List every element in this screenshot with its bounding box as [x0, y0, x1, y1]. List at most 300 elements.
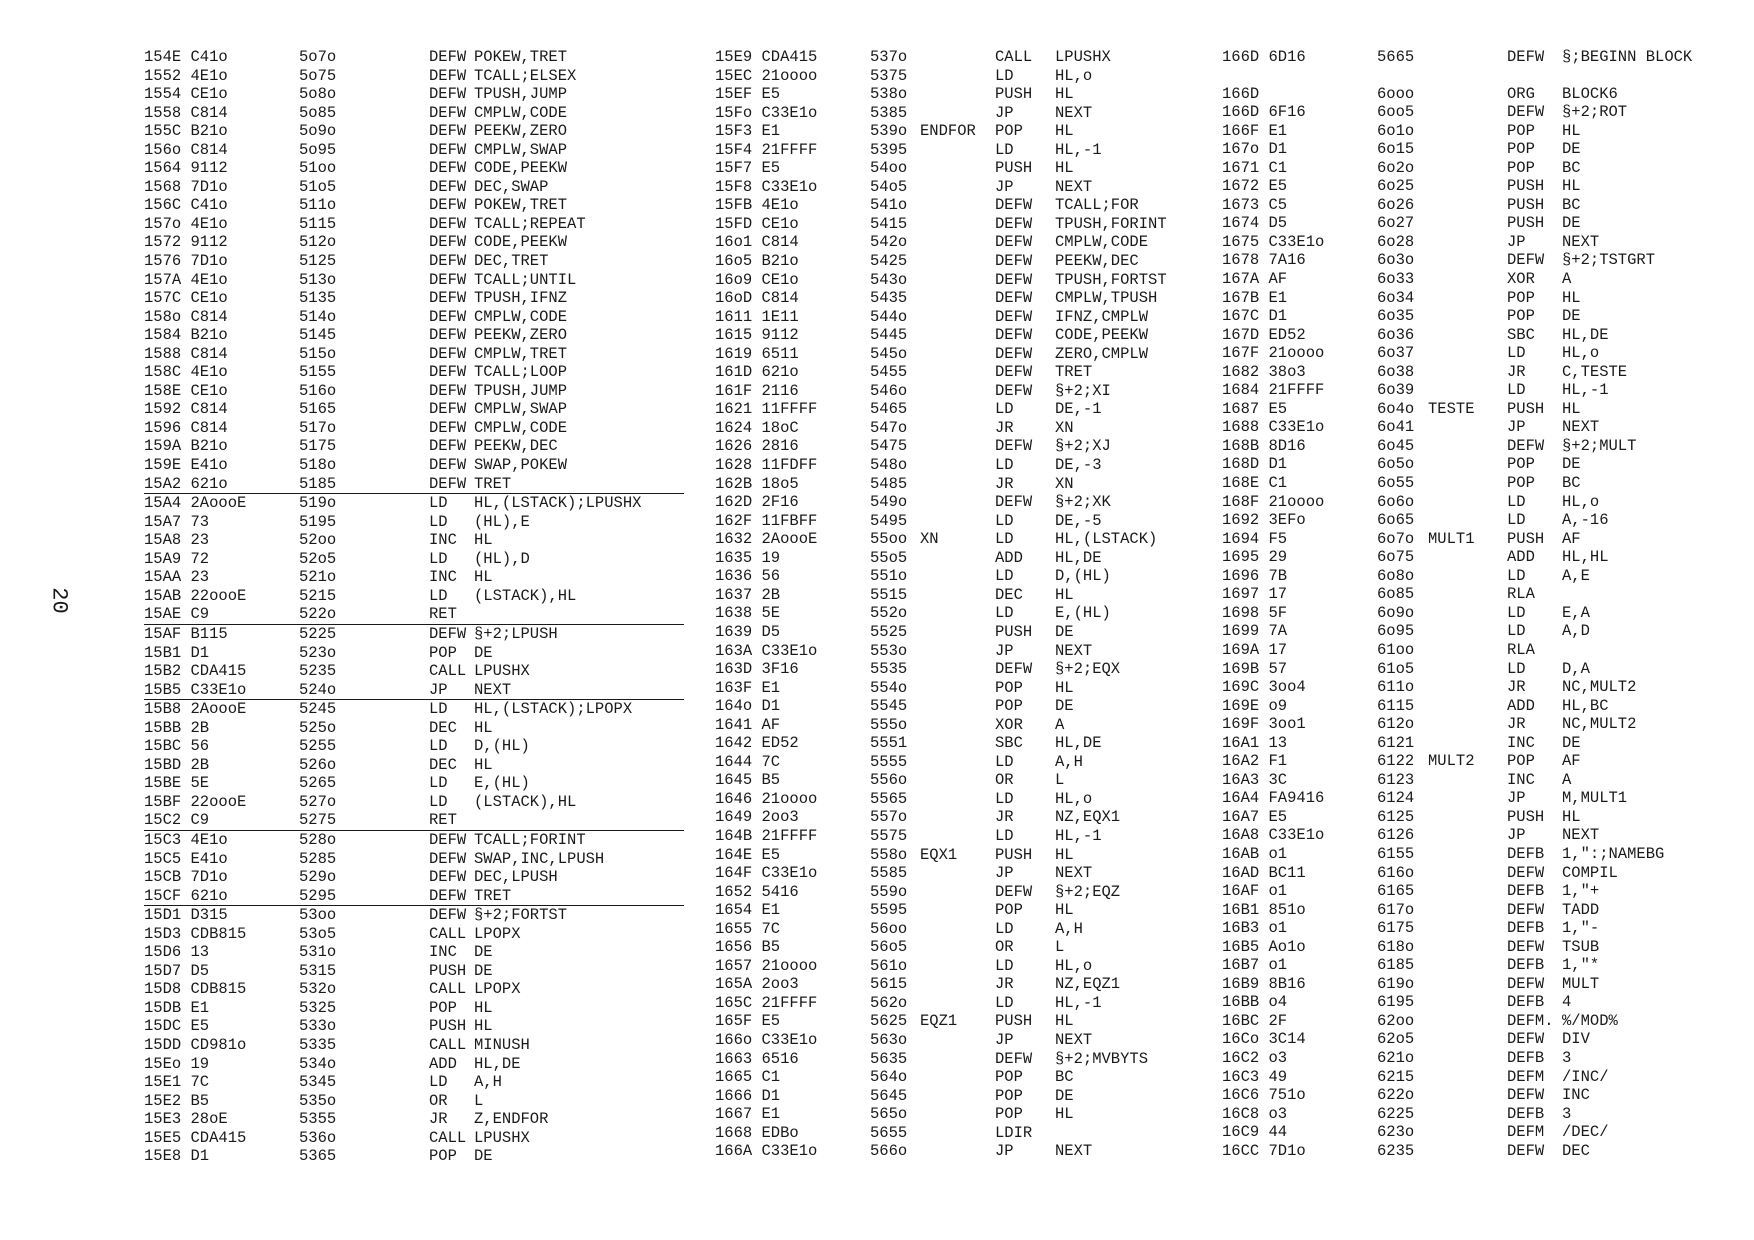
listing-row [144, 925, 684, 944]
listing-row [715, 549, 1205, 568]
line-number: 6126 [1377, 826, 1415, 845]
address: 16o1 C814 [715, 233, 799, 252]
line-number: 6o35 [1377, 307, 1415, 326]
listing-row [1222, 771, 1742, 790]
listing-row [1222, 1123, 1742, 1142]
line-number: 534o [299, 1054, 337, 1073]
line-number: 562o [870, 993, 908, 1012]
operand: DE [1055, 697, 1074, 716]
address: 166D 6D16 [1222, 48, 1306, 66]
operand: NC,MULT2 [1562, 678, 1637, 697]
listing-row [1222, 196, 1742, 215]
opcode: LD [995, 752, 1014, 771]
line-number: 6o55 [1377, 474, 1415, 493]
opcode: DEFM. [1507, 1011, 1554, 1030]
listing-row [715, 67, 1205, 86]
listing-row [144, 681, 684, 701]
line-number: 5o7o [299, 48, 337, 66]
opcode: LD [995, 66, 1014, 85]
operand: /INC/ [1562, 1067, 1609, 1086]
line-number: 561o [870, 956, 908, 975]
address: 16BB o4 [1222, 993, 1288, 1012]
line-number: 558o [870, 845, 908, 864]
opcode: DEFW [429, 233, 467, 252]
listing-row [144, 345, 684, 364]
listing-row [144, 513, 684, 532]
line-number: 525o [299, 718, 337, 737]
address: 165C 21FFFF [715, 993, 818, 1012]
address: 15F4 21FFFF [715, 140, 818, 159]
address: 16AF o1 [1222, 882, 1288, 901]
operand: HL,DE [1562, 325, 1609, 344]
address: 15E8 D1 [144, 1147, 210, 1166]
line-number: 5165 [299, 400, 337, 419]
listing-row [144, 159, 684, 178]
operand: D,(HL) [1055, 567, 1111, 586]
listing-row [715, 475, 1205, 494]
address: 1641 AF [715, 715, 781, 734]
address: 16o5 B21o [715, 252, 799, 271]
address: 169F 3oo1 [1222, 715, 1306, 734]
line-number: 6ooo [1377, 84, 1415, 103]
listing-row [715, 864, 1205, 883]
line-number: 6o36 [1377, 325, 1415, 344]
address: 15D3 CDB815 [144, 924, 247, 943]
opcode: LD [995, 456, 1014, 475]
line-number: 557o [870, 808, 908, 827]
listing-row [144, 419, 684, 438]
line-number: 523o [299, 643, 337, 662]
address: 164F C33E1o [715, 864, 818, 883]
listing-row [144, 289, 684, 308]
listing-row [1222, 344, 1742, 363]
listing-row [1222, 1012, 1742, 1031]
label: EQZ1 [920, 1012, 958, 1031]
address: 15C5 E41o [144, 849, 228, 868]
opcode: LD [429, 792, 448, 811]
address: 161D 621o [715, 363, 799, 382]
listing-row [1222, 530, 1742, 549]
line-number: 619o [1377, 974, 1415, 993]
operand: TPUSH,JUMP [474, 381, 568, 400]
line-number: 6o5o [1377, 455, 1415, 474]
opcode: PUSH [1507, 195, 1545, 214]
address: 1687 E5 [1222, 399, 1288, 418]
listing-row [1222, 585, 1742, 604]
line-number: 6o28 [1377, 232, 1415, 251]
address: 1576 7D1o [144, 252, 228, 271]
listing-row [715, 753, 1205, 772]
opcode: INC [429, 531, 457, 550]
opcode: PUSH [429, 1017, 467, 1036]
listing-row [1222, 214, 1742, 233]
listing-row [715, 252, 1205, 271]
operand: A [1562, 770, 1572, 789]
address: 168D D1 [1222, 455, 1288, 474]
address: 1646 21oooo [715, 789, 818, 808]
listing-row [1222, 122, 1742, 141]
opcode: PUSH [995, 845, 1033, 864]
opcode: JP [995, 177, 1014, 196]
address: 15DB E1 [144, 998, 210, 1017]
operand: A [1055, 715, 1065, 734]
operand: DE [1562, 733, 1581, 752]
listing-row [144, 737, 684, 756]
opcode: PUSH [995, 159, 1033, 178]
line-number: 529o [299, 868, 337, 887]
operand: DIV [1562, 1030, 1590, 1049]
address: 15DC E5 [144, 1017, 210, 1036]
address: 1645 B5 [715, 771, 781, 790]
address: 16AB o1 [1222, 844, 1288, 863]
line-number: 6o1o [1377, 121, 1415, 140]
line-number: 543o [870, 270, 908, 289]
listing-row [715, 790, 1205, 809]
opcode: POP [995, 697, 1023, 716]
line-number: 622o [1377, 1086, 1415, 1105]
listing-column-2 [715, 48, 1205, 1161]
address: 15E3 28oE [144, 1110, 228, 1129]
line-number: 537o [870, 48, 908, 66]
listing-row [715, 604, 1205, 623]
listing-row [1222, 326, 1742, 345]
operand: POKEW,TRET [474, 196, 568, 215]
opcode: POP [995, 901, 1023, 920]
opcode: CALL [429, 662, 467, 681]
listing-row [715, 1012, 1205, 1031]
address: 16o9 CE1o [715, 270, 799, 289]
address: 158E CE1o [144, 381, 228, 400]
address: 15B8 2AoooE [144, 700, 247, 719]
opcode: DEFW [1507, 937, 1545, 956]
address: 1615 9112 [715, 326, 799, 345]
address: 15C2 C9 [144, 811, 210, 830]
address: 169B 57 [1222, 659, 1288, 678]
opcode: ADD [429, 1054, 457, 1073]
address: 163F E1 [715, 678, 781, 697]
opcode: PUSH [995, 622, 1033, 641]
opcode: DEFW [995, 1049, 1033, 1068]
operand: IFNZ,CMPLW [1055, 307, 1149, 326]
listing-row [1222, 455, 1742, 474]
operand: HL,DE [1055, 548, 1102, 567]
label: EQX1 [920, 845, 958, 864]
operand: DE [1562, 307, 1581, 326]
line-number: 6o7o [1377, 529, 1415, 548]
listing-row [144, 326, 684, 345]
operand: BLOCK6 [1562, 84, 1618, 103]
opcode: DEFW [995, 882, 1033, 901]
address: 1673 C5 [1222, 195, 1288, 214]
address: 168F 21oooo [1222, 492, 1325, 511]
line-number: 56oo [870, 919, 908, 938]
listing-row [715, 920, 1205, 939]
address: 15E1 7C [144, 1073, 210, 1092]
operand: §;BEGINN BLOCK [1562, 48, 1693, 66]
listing-row [715, 679, 1205, 698]
operand: TPUSH,JUMP [474, 85, 568, 104]
operand: %/MOD% [1562, 1011, 1618, 1030]
address: 1636 56 [715, 567, 781, 586]
address: 161F 2116 [715, 381, 799, 400]
opcode: JP [995, 641, 1014, 660]
address: 16oD C814 [715, 289, 799, 308]
operand: AF [1562, 529, 1581, 548]
listing-row [144, 831, 684, 850]
operand: NZ,EQZ1 [1055, 975, 1121, 994]
listing-row [715, 271, 1205, 290]
opcode: POP [995, 1068, 1023, 1087]
operand: LPOPX [474, 980, 521, 999]
address: 1694 F5 [1222, 529, 1288, 548]
address: 167C D1 [1222, 307, 1288, 326]
listing-row [1222, 381, 1742, 400]
operand: DE,-3 [1055, 456, 1102, 475]
listing-row [715, 716, 1205, 735]
opcode: CALL [995, 48, 1033, 66]
operand: HL [474, 755, 493, 774]
opcode: PUSH [1507, 214, 1545, 233]
listing-row [1222, 493, 1742, 512]
operand: A [1562, 270, 1572, 289]
listing-row [144, 456, 684, 475]
operand: HL,o [1055, 956, 1093, 975]
opcode: SBC [1507, 325, 1535, 344]
opcode: PUSH [1507, 807, 1545, 826]
opcode: DEFB [1507, 1048, 1545, 1067]
operand: D,(HL) [474, 737, 530, 756]
listing-row [1222, 808, 1742, 827]
operand: HL,-1 [1055, 140, 1102, 159]
address: 15D1 D315 [144, 906, 228, 925]
line-number: 524o [299, 680, 337, 699]
address: 164B 21FFFF [715, 826, 818, 845]
listing-row [144, 382, 684, 401]
listing-row [1222, 233, 1742, 252]
opcode: LD [1507, 622, 1526, 641]
operand: §+2;MVBYTS [1055, 1049, 1149, 1068]
operand: TSUB [1562, 937, 1600, 956]
listing-row [144, 550, 684, 569]
line-number: 6o75 [1377, 548, 1415, 567]
line-number: 6o9o [1377, 603, 1415, 622]
opcode: JP [1507, 826, 1526, 845]
opcode: POP [995, 678, 1023, 697]
opcode: DEFW [429, 437, 467, 456]
line-number: 6225 [1377, 1104, 1415, 1123]
opcode: DEFW [995, 252, 1033, 271]
operand: NEXT [1562, 826, 1600, 845]
address: 166F E1 [1222, 121, 1288, 140]
line-number: 5551 [870, 734, 908, 753]
opcode: INC [429, 943, 457, 962]
line-number: 6o26 [1377, 195, 1415, 214]
address: 15E2 B5 [144, 1091, 210, 1110]
opcode: DEFW [429, 85, 467, 104]
listing-row [1222, 975, 1742, 994]
listing-row [1222, 622, 1742, 641]
line-number: 6o2o [1377, 158, 1415, 177]
listing-row [144, 67, 684, 86]
listing-row [1222, 1086, 1742, 1105]
listing-row [1222, 1049, 1742, 1068]
line-number: 5o85 [299, 103, 337, 122]
opcode: JP [995, 1142, 1014, 1161]
opcode: RET [429, 605, 457, 624]
operand: HL [1055, 678, 1074, 697]
opcode: RLA [1507, 585, 1535, 604]
address: 166o C33E1o [715, 1030, 818, 1049]
operand: TRET [474, 886, 512, 905]
listing-row [144, 644, 684, 663]
listing-row [715, 363, 1205, 382]
listing-row [715, 456, 1205, 475]
operand: A,H [1055, 919, 1083, 938]
operand: BC [1055, 1068, 1074, 1087]
opcode: DEFW [429, 307, 467, 326]
operand: §+2;XJ [1055, 437, 1111, 456]
line-number: 565o [870, 1105, 908, 1124]
listing-row [1222, 159, 1742, 178]
line-number: 6235 [1377, 1141, 1415, 1160]
opcode: DEC [429, 718, 457, 737]
address: 1671 C1 [1222, 158, 1288, 177]
address: 15C3 4E1o [144, 830, 228, 849]
opcode: DEFB [1507, 993, 1545, 1012]
operand: SWAP,INC,LPUSH [474, 849, 605, 868]
listing-row [715, 623, 1205, 642]
opcode: LD [995, 530, 1014, 549]
opcode: LD [995, 140, 1014, 159]
address: 1626 2816 [715, 437, 799, 456]
opcode: OR [995, 771, 1014, 790]
operand: LPOPX [474, 924, 521, 943]
listing-row [144, 943, 684, 962]
address: 16CC 7D1o [1222, 1141, 1306, 1160]
line-number: 5555 [870, 752, 908, 771]
operand: TCALL;LOOP [474, 363, 568, 382]
operand: 1,"+ [1562, 882, 1600, 901]
opcode: LD [1507, 344, 1526, 363]
opcode: POP [995, 1086, 1023, 1105]
line-number: 548o [870, 456, 908, 475]
line-number: 5345 [299, 1073, 337, 1092]
operand: NEXT [1055, 103, 1093, 122]
line-number: 611o [1377, 678, 1415, 697]
address: 1628 11FDFF [715, 456, 818, 475]
listing-row [1222, 660, 1742, 679]
listing-row [144, 122, 684, 141]
opcode: DEFW [429, 177, 467, 196]
opcode: LD [1507, 511, 1526, 530]
listing-row [144, 48, 684, 67]
opcode: DEFM [1507, 1123, 1545, 1142]
opcode: LD [429, 494, 448, 513]
opcode: CALL [429, 980, 467, 999]
opcode: LD [995, 993, 1014, 1012]
operand: CODE,PEEKW [1055, 326, 1149, 345]
operand: HL,HL [1562, 548, 1609, 567]
page-number: 20 [46, 587, 72, 614]
line-number: 618o [1377, 937, 1415, 956]
listing-row [144, 196, 684, 215]
listing-row [144, 233, 684, 252]
operand: §+2;LPUSH [474, 624, 558, 643]
operand: HL,DE [1055, 734, 1102, 753]
opcode: LD [429, 774, 448, 793]
line-number: 5585 [870, 864, 908, 883]
address: 165A 2oo3 [715, 975, 799, 994]
opcode: DEFW [429, 624, 467, 643]
line-number: 531o [299, 943, 337, 962]
listing-row [1222, 919, 1742, 938]
opcode: LD [995, 511, 1014, 530]
address: 15Eo 19 [144, 1054, 210, 1073]
opcode: POP [1507, 140, 1535, 159]
operand: TPUSH,FORTST [1055, 270, 1167, 289]
opcode: DEFW [429, 906, 467, 925]
address: 166D [1222, 84, 1260, 103]
line-number: 542o [870, 233, 908, 252]
address: 16A3 3C [1222, 770, 1288, 789]
opcode: DEFW [995, 363, 1033, 382]
line-number: 5335 [299, 1035, 337, 1054]
line-number: 6o39 [1377, 381, 1415, 400]
line-number: 533o [299, 1017, 337, 1036]
line-number: 616o [1377, 863, 1415, 882]
opcode: DEFW [995, 344, 1033, 363]
opcode: DEFW [1507, 436, 1545, 455]
operand: §+2;TSTGRT [1562, 251, 1656, 270]
opcode: JR [1507, 678, 1526, 697]
address: 1619 6511 [715, 344, 799, 363]
line-number: 54oo [870, 159, 908, 178]
listing-row [144, 868, 684, 887]
opcode: DEFW [429, 159, 467, 178]
line-number: 623o [1377, 1123, 1415, 1142]
operand: §+2;FORTST [474, 906, 568, 925]
listing-row [144, 625, 684, 644]
line-number: 5o95 [299, 140, 337, 159]
opcode: DEFW [1507, 974, 1545, 993]
listing-row [1222, 789, 1742, 808]
operand: HL [1055, 159, 1074, 178]
address: 15B5 C33E1o [144, 680, 247, 699]
opcode: LD [1507, 492, 1526, 511]
address: 15FD CE1o [715, 214, 799, 233]
operand: POKEW,TRET [474, 48, 568, 66]
listing-row [715, 994, 1205, 1013]
operand: HL [474, 998, 493, 1017]
listing-row [144, 774, 684, 793]
address: 1592 C814 [144, 400, 228, 419]
address: 1692 3EFo [1222, 511, 1306, 530]
listing-row [715, 660, 1205, 679]
operand: SWAP,POKEW [474, 456, 568, 475]
address: 1663 6516 [715, 1049, 799, 1068]
listing-row [715, 530, 1205, 549]
listing-row [1222, 289, 1742, 308]
opcode: DEFW [429, 326, 467, 345]
opcode: DEFW [1507, 900, 1545, 919]
opcode: DEFW [1507, 1030, 1545, 1049]
operand: AF [1562, 752, 1581, 771]
line-number: 62o5 [1377, 1030, 1415, 1049]
address: 167B E1 [1222, 288, 1288, 307]
operand: CMPLW,CODE [474, 418, 568, 437]
operand: MULT [1562, 974, 1600, 993]
opcode: LD [995, 567, 1014, 586]
